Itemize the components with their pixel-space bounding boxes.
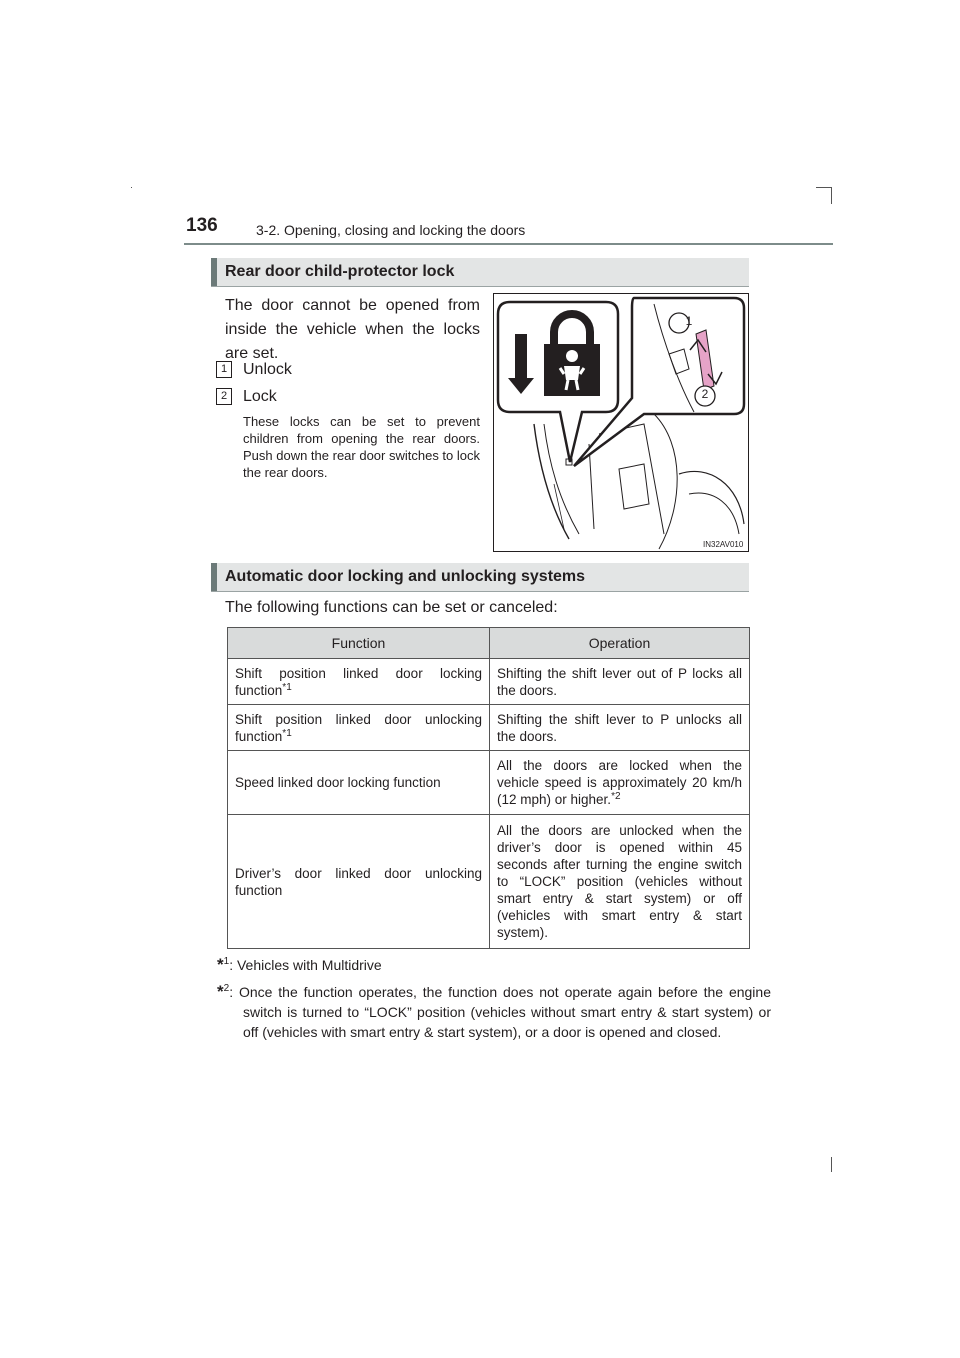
child-lock-heading-bar xyxy=(211,258,749,287)
footnote-text: : Vehicles with Multidrive xyxy=(229,957,382,973)
operation-text: All the doors are locked when the vehicle speed is approximately 20 km/h (12 mph) or higher. xyxy=(497,758,742,807)
figure-code: IN32AV010 xyxy=(703,540,744,549)
footnote-ref: *1 xyxy=(282,681,292,693)
table-row xyxy=(228,659,750,705)
section-title: 3-2. Opening, closing and locking the doors xyxy=(256,222,526,238)
heading-marker xyxy=(211,563,217,591)
footnote-text: : Once the function operates, the function does not operate again before the engine switch is turned to “LOCK” position (vehicles without smart entry & start system) or off (vehicles with smart entry & start system), or a door is opened and closed. xyxy=(229,984,771,1040)
callout-2-label: 2 xyxy=(701,387,709,401)
crop-mark-bottom-right xyxy=(831,1157,832,1172)
item-lock-label: Lock xyxy=(243,388,277,405)
operation-text: Shifting the shift lever out of P locks all the doors. xyxy=(497,665,742,698)
footnote-star: * xyxy=(217,955,224,974)
table-row xyxy=(228,815,750,949)
auto-lock-heading: Automatic door locking and unlocking systems xyxy=(225,568,586,585)
child-lock-intro: The door cannot be opened from inside the vehicle when the locks are set. xyxy=(225,297,480,362)
header-rule xyxy=(184,243,833,245)
footnote-number: 2 xyxy=(223,983,230,994)
function-text: Driver’s door linked door unlocking function xyxy=(235,865,482,898)
footnote-2 xyxy=(217,982,771,1042)
crop-mark-top-right-h xyxy=(816,187,832,188)
table-row xyxy=(228,751,750,815)
footnote-number: 1 xyxy=(223,956,230,967)
callout-1-label: 1 xyxy=(685,314,693,328)
heading-marker xyxy=(211,258,217,286)
function-cell xyxy=(228,815,490,949)
header-function: Function xyxy=(228,628,490,659)
child-lock-note: These locks can be set to prevent children from opening the rear doors. Push down the rear door switches to lock the rear doors. xyxy=(243,414,481,480)
child-lock-heading: Rear door child-protector lock xyxy=(225,263,455,280)
footnote-star: * xyxy=(217,982,224,1001)
table-row xyxy=(228,705,750,751)
operation-cell xyxy=(490,705,750,751)
operation-text: All the doors are unlocked when the driver’s door is opened within 45 seconds after turning the engine switch to “LOCK” position (vehicles without smart entry & start system) or off (vehicles with smart entry & start system). xyxy=(497,823,742,940)
crop-mark-top-right-v xyxy=(831,187,832,204)
footnote-1 xyxy=(217,955,747,975)
operation-text: Shifting the shift lever to P unlocks all the doors. xyxy=(497,711,742,744)
function-cell xyxy=(228,659,490,705)
operation-cell xyxy=(490,659,750,705)
item-number-badge: 1 xyxy=(216,361,232,378)
function-text: Shift position linked door unlocking function xyxy=(235,711,482,744)
item-unlock-label: Unlock xyxy=(243,361,292,378)
auto-lock-heading-bar xyxy=(211,563,749,592)
page-number: 136 xyxy=(186,215,218,236)
auto-lock-intro: The following functions can be set or canceled: xyxy=(225,599,558,616)
header-operation: Operation xyxy=(490,628,750,659)
operation-cell xyxy=(490,751,750,815)
footnote-ref: *1 xyxy=(282,727,292,739)
footnote-ref: *2 xyxy=(611,791,621,802)
function-text: Shift position linked door locking function xyxy=(235,665,482,698)
door-illustration-svg xyxy=(494,294,748,551)
function-cell xyxy=(228,705,490,751)
child-lock-illustration xyxy=(493,293,749,552)
item-number-badge: 2 xyxy=(216,388,232,405)
function-cell xyxy=(228,751,490,815)
crop-mark-top-left xyxy=(131,187,132,188)
table-header-row xyxy=(228,628,750,659)
function-text: Speed linked door locking function xyxy=(235,775,441,790)
functions-table xyxy=(227,627,750,949)
operation-cell xyxy=(490,815,750,949)
